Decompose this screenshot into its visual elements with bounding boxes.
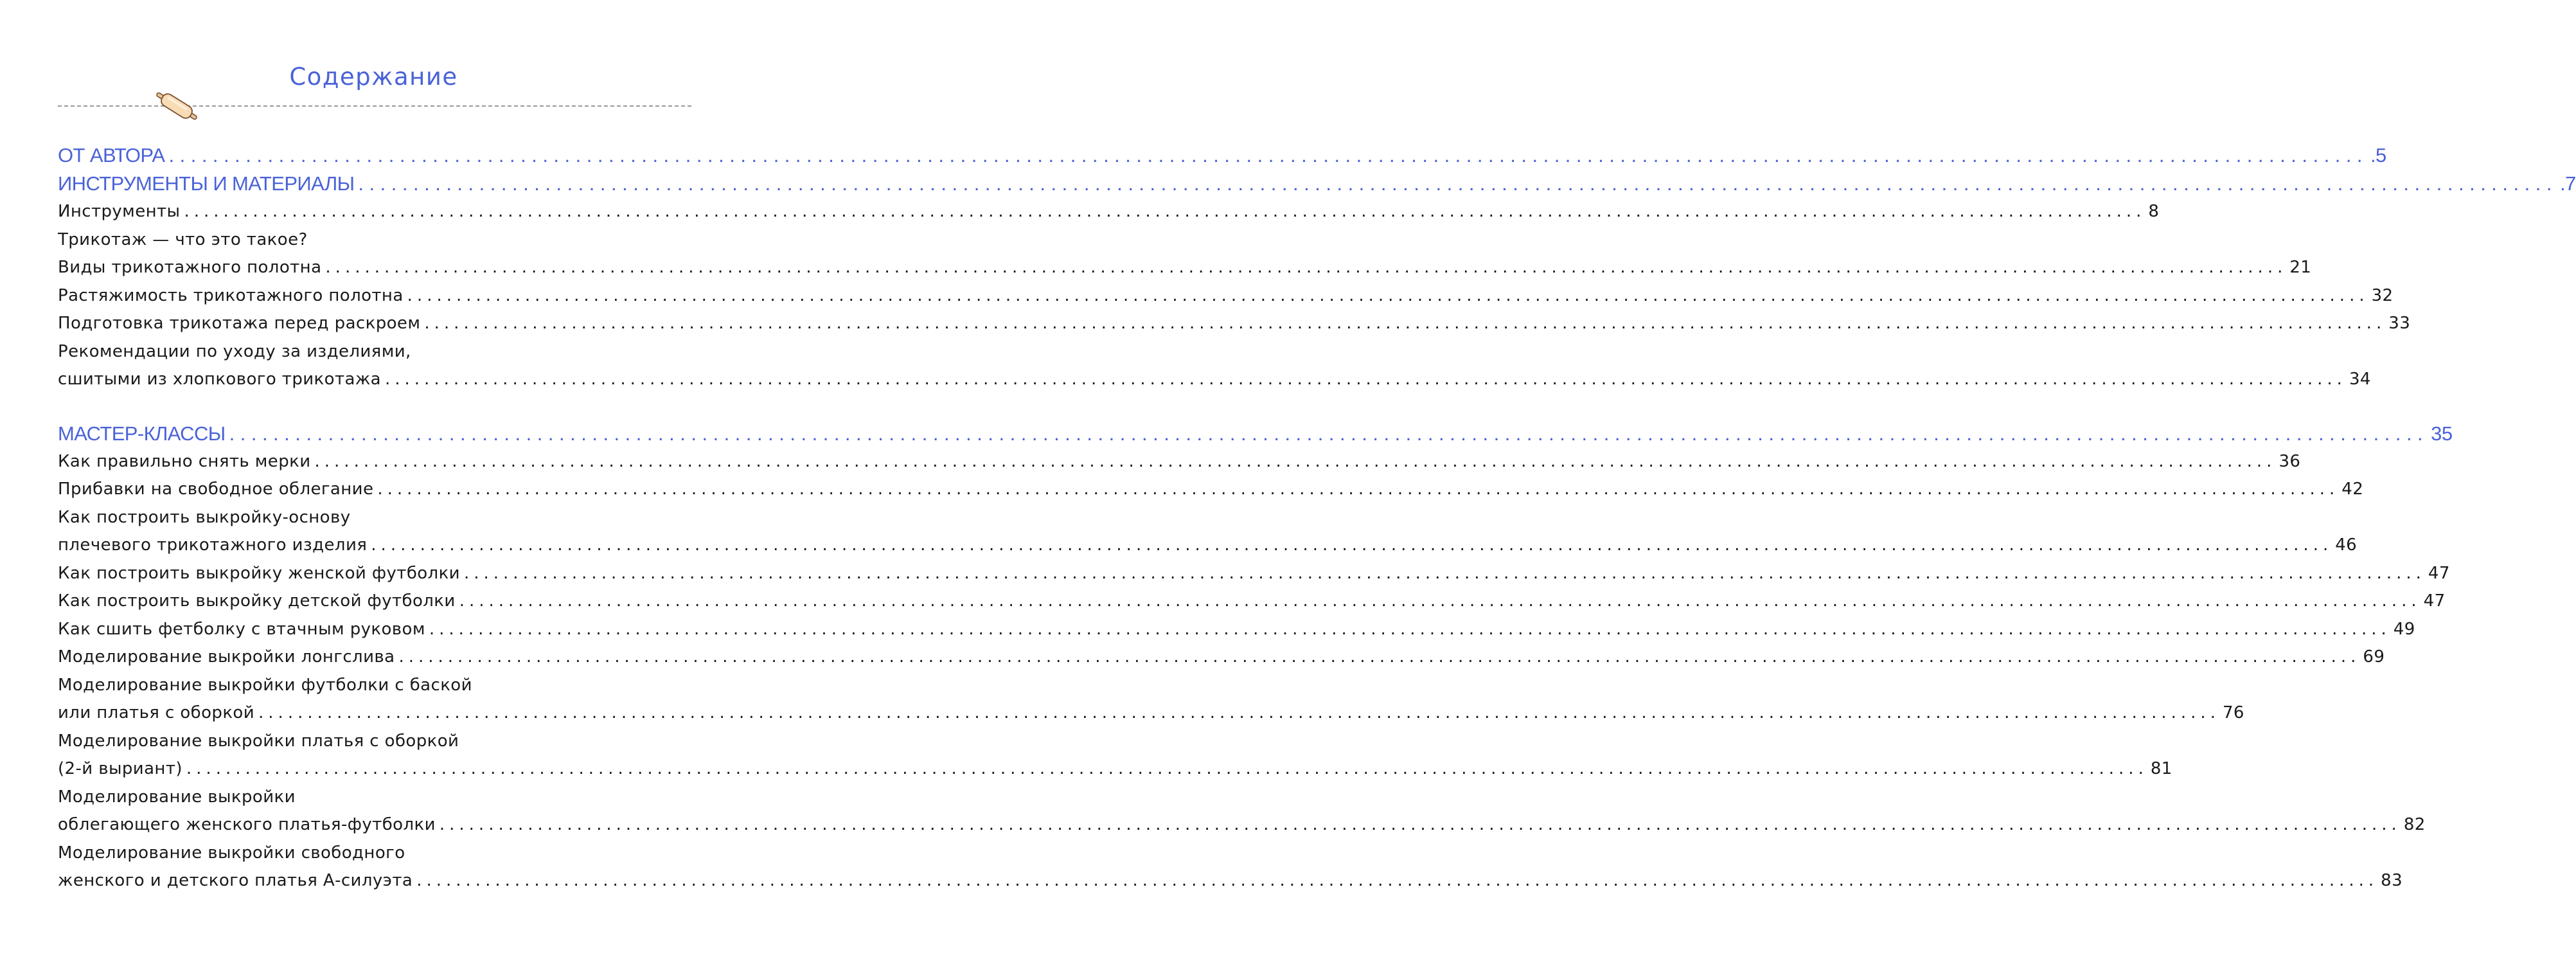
- toc-entry: [58, 198, 2160, 226]
- toc-page-number: 81: [2150, 759, 2172, 778]
- toc-entry-title: Как построить выкройку-основу: [58, 507, 351, 527]
- toc-page-number: 83: [2381, 871, 2403, 890]
- toc-entry-title: Виды трикотажного полотна: [58, 258, 322, 277]
- toc-entry: [58, 699, 2244, 728]
- toc-dot-leader: ........................................................................................................................................................................................................: [314, 451, 2277, 471]
- toc-dot-leader: ........................................................................................................................................................................................................: [424, 314, 2386, 333]
- toc-entry: [58, 560, 2450, 588]
- toc-entry-title: женского и детского платья А-силуэта: [58, 871, 413, 890]
- toc-entry: [58, 811, 2426, 839]
- toc-entry-title: Трикотаж — что это такое?: [58, 229, 308, 249]
- toc-entry-title: Прибавки на свободное облегание: [58, 480, 374, 499]
- rolling-pin-icon: [152, 89, 202, 123]
- toc-page-number: 8: [2148, 202, 2160, 221]
- toc-entry-title: ИНСТРУМЕНТЫ И МАТЕРИАЛЫ: [58, 172, 355, 195]
- toc-dot-leader: ........................................................................................................................................................................................................: [429, 619, 2391, 639]
- toc-entry: [58, 587, 2446, 616]
- toc-page-number: 82: [2403, 815, 2426, 834]
- table-of-contents: [58, 141, 2576, 895]
- toc-section-entry: [58, 141, 2386, 170]
- toc-page-number: 46: [2335, 535, 2358, 555]
- toc-section-entry: [58, 170, 2576, 198]
- toc-dot-leader: ........................................................................................................................................................................................................: [358, 172, 2557, 195]
- toc-entry-title: Моделирование выкройки свободного: [58, 843, 405, 863]
- toc-entry-title: Растяжимость трикотажного полотна: [58, 285, 404, 305]
- toc-page-number: 49: [2393, 619, 2415, 639]
- toc-entry: [58, 338, 686, 366]
- toc-dot-leader: ........................................................................................................................................................................................................: [407, 285, 2369, 305]
- toc-entry: [58, 839, 686, 868]
- toc-entry: [58, 254, 2312, 282]
- toc-entry-title: ОТ АВТОРА: [58, 144, 165, 166]
- toc-entry-title: или платья с оборкой: [58, 703, 255, 722]
- toc-dot-leader: ........................................................................................................................................................................................................: [229, 422, 2429, 445]
- toc-entry: [58, 728, 686, 756]
- toc-entry-title: Как построить выкройку детской футболки: [58, 591, 456, 611]
- toc-entry-title: Моделирование выкройки: [58, 787, 296, 807]
- toc-entry: [58, 755, 2172, 784]
- toc-dot-leader: ........................................................................................................................................................................................................: [385, 370, 2347, 389]
- toc-dot-leader: ........................................................................................................................................................................................................: [325, 258, 2287, 277]
- toc-dot-leader: ........................................................................................................................................................................................................: [184, 202, 2146, 221]
- toc-entry-title: сшитыми из хлопкового трикотажа: [58, 370, 381, 389]
- toc-entry: [58, 532, 2358, 560]
- toc-entry-title: Моделирование выкройки футболки с баской: [58, 675, 472, 695]
- toc-page-number: 21: [2289, 258, 2312, 277]
- toc-dot-leader: ........................................................................................................................................................................................................: [186, 759, 2148, 778]
- toc-dot-leader: ........................................................................................................................................................................................................: [416, 871, 2379, 890]
- toc-entry: [58, 504, 686, 532]
- toc-entry-title: МАСТЕР-КЛАССЫ: [58, 422, 226, 445]
- toc-entry-title: (2-й выриант): [58, 759, 182, 778]
- toc-entry-title: Как построить выкройку женской футболки: [58, 563, 460, 583]
- toc-page-number: 42: [2341, 480, 2364, 499]
- toc-page-number: 33: [2388, 314, 2411, 333]
- toc-dot-leader: ........................................................................................................................................................................................................: [459, 591, 2421, 611]
- toc-page-number: 47: [2423, 591, 2446, 611]
- toc-entry: [58, 282, 2394, 310]
- toc-page-number: 47: [2428, 563, 2450, 583]
- toc-dot-leader: ........................................................................................................................................................................................................: [377, 480, 2340, 499]
- toc-dot-leader: ........................................................................................................................................................................................................: [371, 535, 2333, 555]
- toc-page-number: 36: [2278, 451, 2301, 471]
- toc-page-number: .7: [2559, 172, 2576, 195]
- toc-entry: [58, 366, 2371, 394]
- toc-entry-title: Подготовка трикотажа перед раскроем: [58, 314, 421, 333]
- toc-entry: [58, 448, 2301, 476]
- toc-dot-leader: ........................................................................................................................................................................................................: [168, 144, 2368, 166]
- toc-entry-title: Моделирование выкройки лонгслива: [58, 647, 395, 667]
- toc-entry-title: плечевого трикотажного изделия: [58, 535, 368, 555]
- toc-page-number: 35: [2431, 422, 2453, 445]
- toc-page-number: .5: [2370, 144, 2386, 166]
- toc-section-entry: [58, 420, 2453, 448]
- toc-entry-title: Инструменты: [58, 202, 181, 221]
- toc-entry: [58, 784, 686, 812]
- toc-entry: [58, 310, 2411, 338]
- toc-entry: [58, 226, 686, 255]
- page-title: Содержание: [289, 63, 458, 91]
- toc-page-number: 32: [2371, 285, 2394, 305]
- toc-entry: [58, 616, 2415, 644]
- toc-entry-title: Как сшить фетболку с втачным руковом: [58, 619, 425, 639]
- toc-entry-title: Как правильно снять мерки: [58, 451, 311, 471]
- toc-entry: [58, 476, 2364, 504]
- toc-dot-leader: ........................................................................................................................................................................................................: [463, 563, 2426, 583]
- toc-page-number: 34: [2349, 370, 2371, 389]
- toc-dot-leader: ........................................................................................................................................................................................................: [398, 647, 2361, 667]
- toc-entry: [58, 867, 2403, 895]
- toc-dot-leader: ........................................................................................................................................................................................................: [439, 815, 2401, 834]
- toc-entry-title: облегающего женского платья-футболки: [58, 815, 436, 834]
- toc-page-number: 76: [2222, 703, 2244, 722]
- toc-entry: [58, 643, 2385, 672]
- toc-entry: [58, 672, 686, 700]
- toc-entry-title: Моделирование выкройки платья с оборкой: [58, 731, 459, 751]
- toc-dot-leader: ........................................................................................................................................................................................................: [258, 703, 2220, 722]
- toc-page-number: 69: [2363, 647, 2385, 667]
- toc-entry-title: Рекомендации по уходу за изделиями,: [58, 341, 411, 361]
